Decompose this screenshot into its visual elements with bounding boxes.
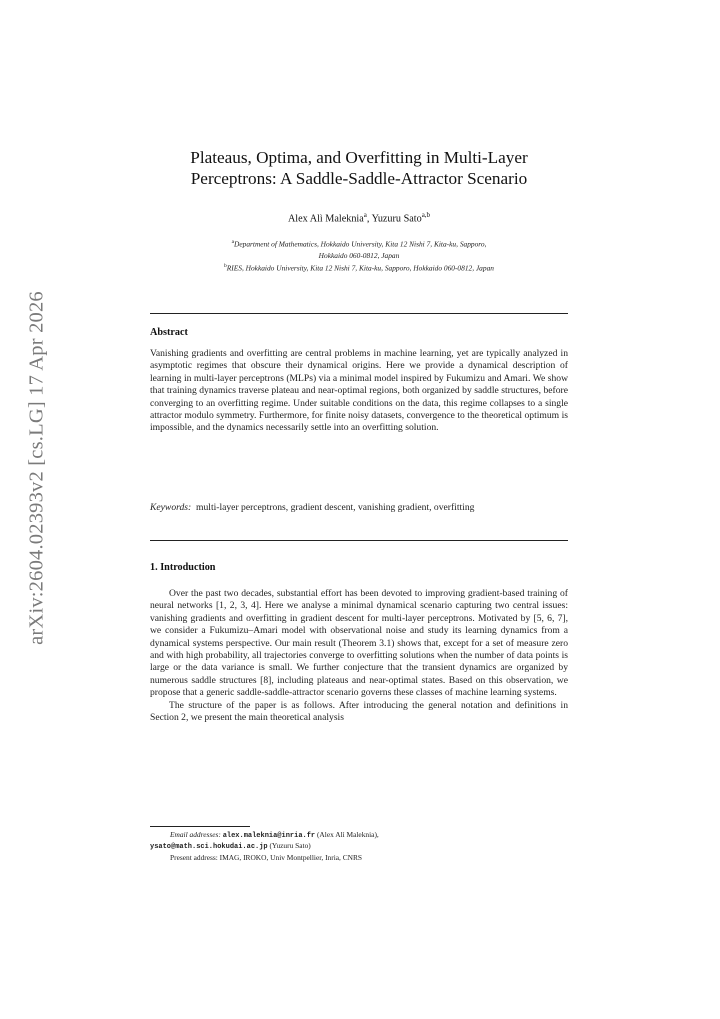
affiliation-b <box>150 261 568 274</box>
keywords <box>150 502 550 514</box>
author-separator: , <box>366 213 372 225</box>
affil-text: RIES, Hokkaido University, Kita 12 Nishi 7, Kita-ku, Sapporo, Hokkaido 060-0812, Japan <box>226 263 494 273</box>
paper-title <box>150 147 568 189</box>
affiliations <box>150 237 568 274</box>
title-line-2: Perceptrons: A Saddle-Saddle-Attractor Scenario <box>190 169 528 188</box>
affiliation-a-cont: Hokkaido 060-0812, Japan <box>318 250 400 260</box>
footnote-emails <box>150 830 568 841</box>
introduction-body <box>150 588 568 724</box>
keywords-text: multi-layer perceptrons, gradient descent, vanishing gradient, overfitting <box>196 502 475 513</box>
affiliation-a <box>150 237 568 250</box>
author-name: Alex Alì Maleknia <box>287 213 364 225</box>
abstract-heading: Abstract <box>150 327 188 338</box>
arxiv-sidebar <box>0 0 70 1019</box>
author-list <box>150 211 568 224</box>
abstract-top-rule <box>150 313 568 314</box>
affil-label: a <box>231 239 235 245</box>
email-address[interactable]: alex.maleknia@inria.fr <box>222 832 316 840</box>
abstract-text: Vanishing gradients and overfitting are central problems in machine learning, yet are typically analyzed in asymptotic regimes that obscure their dynamical origins. Here we provide a dynamical description of learning in multi-layer perceptrons (MLPs) via a minimal model inspired by Fukumizu and Amari. We show that training dynamics traverse plateau and near-optimal regions, both organized by saddle structures, before converging to an overfitting regime. Under suitable conditions on the data, this regime collapses to a single attractor modulo symmetry. Furthermore, for finite noisy datasets, convergence to the theoretical optimum is impossible, and the dynamics necessarily settle into an overfitting solution. <box>150 348 568 434</box>
email-label: Email addresses: <box>170 830 221 839</box>
email-address[interactable]: ysato@math.sci.hokudai.ac.jp <box>150 843 268 852</box>
intro-paragraph: Over the past two decades, substantial effort has been devoted to improving gradient-based training of neural networks [1, 2, 3, 4]. Here we analyse a minimal dynamical scenario capturing two central issues: vanishing gradients and overfitting in gradient descent for multi-layer perceptrons. Motivated by [5, 6, 7], we consider a Fukumizu–Amari model with observational noise and study its learning dynamics from a dynamical systems perspective. Our main result (Theorem 3.1) shows that, except for a set of measure zero and with high probability, all trajectories converge to overfitting solutions when the number of data points is large or the data variance is small. We further conjecture that the transient dynamics are organized by numerous saddle structures [8], including plateaus and near-optimal states. Based on this observation, we propose that a generic saddle-saddle-attractor scenario governs these classes of machine learning systems. <box>150 588 568 699</box>
footnote-rule <box>150 826 250 827</box>
arxiv-identifier: arXiv:2604.02393v2 [cs.LG] 17 Apr 2026 <box>25 291 48 645</box>
affil-label: b <box>224 262 227 269</box>
keywords-label: Keywords: <box>150 502 192 513</box>
title-line-1: Plateaus, Optima, and Overfitting in Multi-Layer <box>190 148 528 167</box>
intro-paragraph: The structure of the paper is as follows. After introducing the general notation and definitions in Section 2, we present the main theoretical analysis <box>150 699 568 724</box>
author-affil-mark: a,b <box>421 211 431 219</box>
abstract-bottom-rule <box>150 540 568 541</box>
footnote-email-cont <box>150 841 568 852</box>
email-owner: (Yuzuru Sato) <box>267 841 311 851</box>
footnote-present-address: Present address: IMAG, IROKO, Univ Montpellier, Inria, CNRS <box>170 852 363 862</box>
section-heading-introduction: 1. Introduction <box>150 562 216 573</box>
affil-text: Department of Mathematics, Hokkaido University, Kita 12 Nishi 7, Kita-ku, Sapporo, <box>234 239 487 249</box>
email-owner: (Alex Alì Maleknia), <box>315 830 379 839</box>
author-affil-mark: a <box>363 211 367 219</box>
footnotes <box>150 830 568 863</box>
author-name: Yuzuru Sato <box>371 213 422 225</box>
